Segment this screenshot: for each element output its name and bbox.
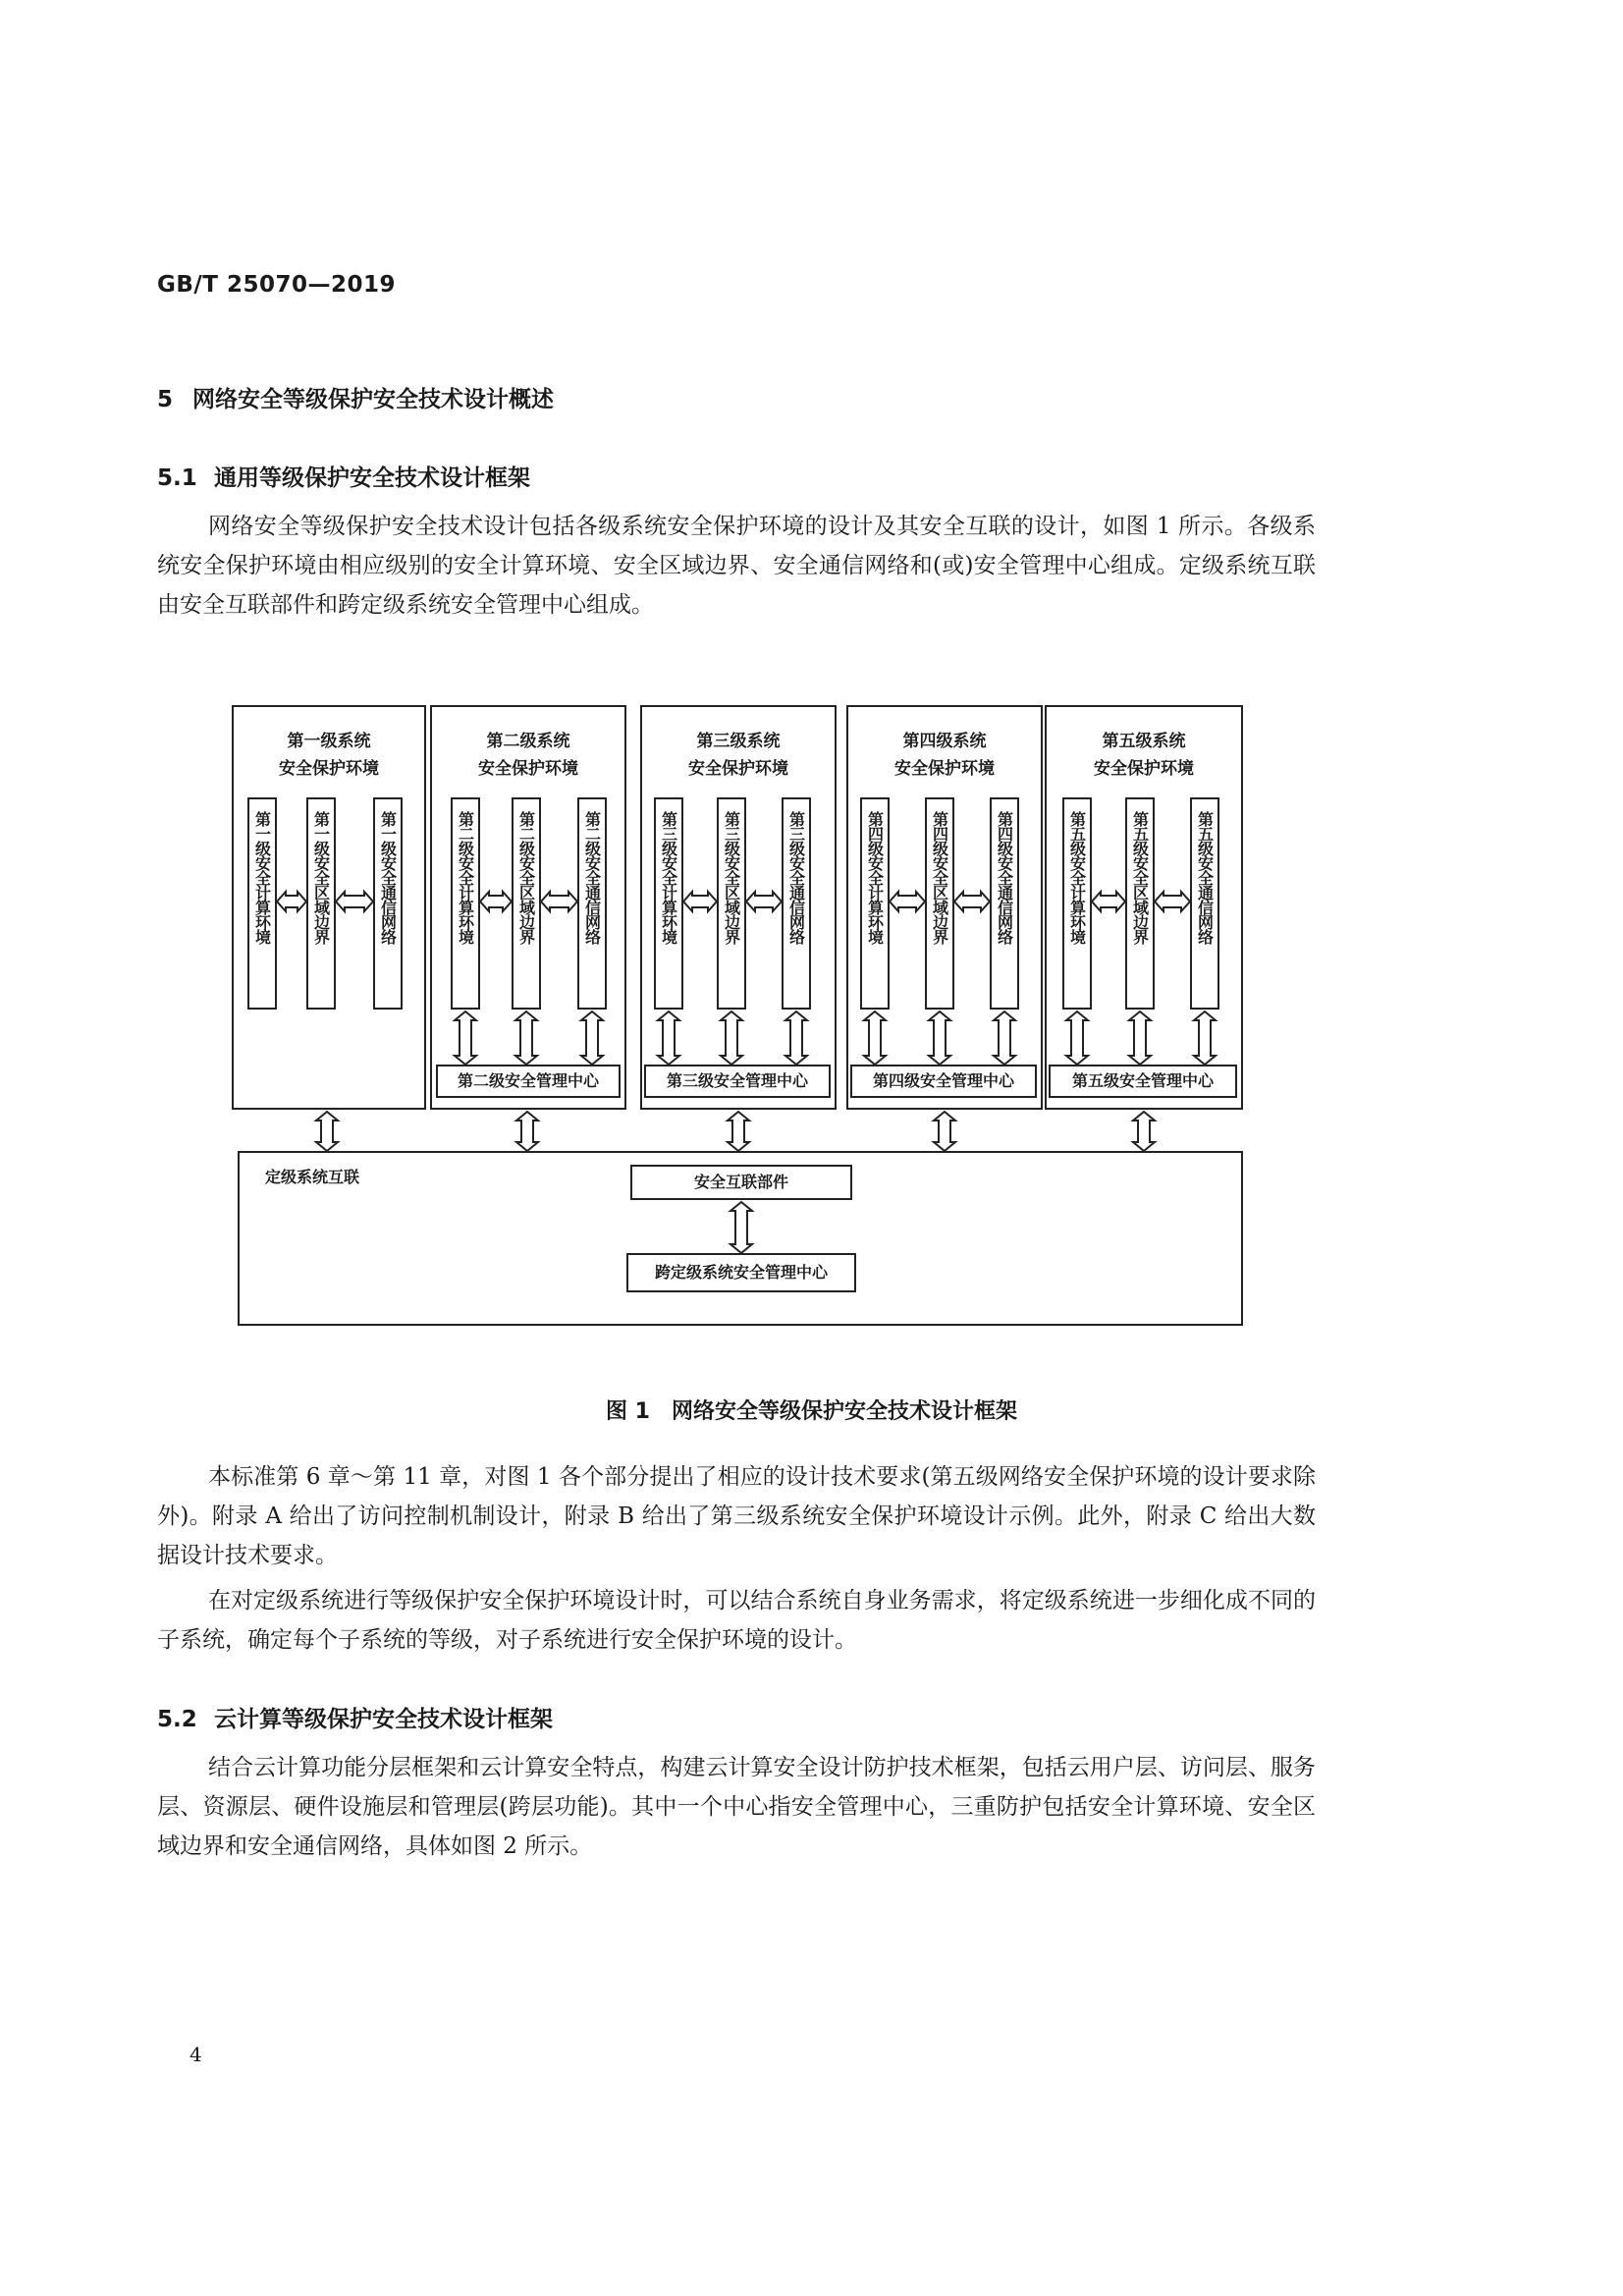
system-3-mgmt-center: 第三级安全管理中心 <box>644 1065 831 1098</box>
mgmt-arrow-s5-c1 <box>1066 1011 1088 1065</box>
system-4-comm-network-label: 第四级安全通信网络 <box>995 811 1014 944</box>
mgmt-arrow-s4-c3 <box>994 1011 1015 1065</box>
horizontal-arrow-7 <box>890 892 925 911</box>
section-5-1-title: 通用等级保护安全技术设计框架 <box>214 465 530 491</box>
system-1-region-boundary-label: 第一级安全区域边界 <box>311 811 331 944</box>
after-figure-paragraph-2: 在对定级系统进行等级保护安全保护环境设计时，可以结合系统自身业务需求，将定级系统进一步细化成不同的子系统，确定每个子系统的等级，对子系统进行安全保护环境的设计。 <box>157 1588 1316 1653</box>
mgmt-arrow-s2-c2 <box>515 1011 537 1065</box>
interconnect-arrow-1 <box>316 1112 338 1151</box>
security-interconnect-component: 安全互联部件 <box>630 1165 852 1200</box>
mgmt-arrow-s3-c1 <box>658 1011 679 1065</box>
section-5-1-number: 5.1 <box>157 465 197 491</box>
system-5-compute-env-label: 第五级安全计算环境 <box>1067 811 1087 944</box>
system-3-subtitle: 安全保护环境 <box>688 759 788 779</box>
system-2-mgmt-center: 第二级安全管理中心 <box>436 1065 621 1098</box>
system-2-compute-env-label: 第二级安全计算环境 <box>456 811 475 944</box>
system-2-title: 第二级系统 <box>486 732 570 751</box>
system-3-comm-network-label: 第三级安全通信网络 <box>786 811 806 944</box>
system-2-comm-network-label: 第二级安全通信网络 <box>582 811 602 944</box>
system-5-mgmt-center: 第五级安全管理中心 <box>1049 1065 1237 1098</box>
section-5-2-title: 云计算等级保护安全技术设计框架 <box>214 1707 553 1732</box>
section-5-2-paragraph: 结合云计算功能分层框架和云计算安全特点，构建云计算安全设计防护技术框架，包括云用户层、访问层、服务层、资源层、硬件设施层和管理层(跨层功能)。其中一个中心指安全管理中心，三重防护包括安全计算环境、安全区域边界和安全通信网络，具体如图 2 所示。 <box>157 1755 1316 1859</box>
system-3-title: 第三级系统 <box>696 732 781 751</box>
system-3-region-boundary-label: 第三级安全区域边界 <box>722 811 741 944</box>
horizontal-arrow-3 <box>480 892 512 911</box>
mgmt-arrow-s4-c1 <box>864 1011 886 1065</box>
section-5-1-paragraph: 网络安全等级保护安全技术设计包括各级系统安全保护环境的设计及其安全互联的设计，如图 1 所示。各级系统安全保护环境由相应级别的安全计算环境、安全区域边界、安全通信网络和(或)安全管理中心组成。定级系统互联由安全互联部件和跨定级系统安全管理中心组成。 <box>157 514 1316 618</box>
mgmt-arrow-s4-c2 <box>929 1011 950 1065</box>
interconnect-arrow-2 <box>516 1112 538 1151</box>
system-4-title: 第四级系统 <box>902 732 987 751</box>
figure-1-caption: 图 1 网络安全等级保护安全技术设计框架 <box>606 1399 1017 1424</box>
standard-code: GB/T 25070—2019 <box>157 272 397 298</box>
system-1-compute-env-label: 第一级安全计算环境 <box>252 811 272 944</box>
horizontal-arrow-6 <box>746 892 782 911</box>
component-to-mgmt-arrow <box>730 1202 752 1253</box>
mgmt-arrow-s2-c1 <box>455 1011 476 1065</box>
horizontal-arrow-9 <box>1092 892 1125 911</box>
interconnect-arrow-5 <box>1133 1112 1155 1151</box>
system-4-subtitle: 安全保护环境 <box>894 759 995 779</box>
system-5-subtitle: 安全保护环境 <box>1094 759 1194 779</box>
section-5-2-number: 5.2 <box>157 1707 197 1732</box>
horizontal-arrow-10 <box>1155 892 1190 911</box>
mgmt-arrow-s5-c3 <box>1194 1011 1216 1065</box>
system-2-region-boundary-label: 第二级安全区域边界 <box>516 811 536 944</box>
after-figure-paragraph-1: 本标准第 6 章～第 11 章，对图 1 各个部分提出了相应的设计技术要求(第五级网络安全保护环境的设计要求除外)。附录 A 给出了访问控制机制设计，附录 B 给出了第三级系统安全保护环境设计示例。此外，附录 C 给出大数据设计技术要求。 <box>157 1464 1316 1568</box>
mgmt-arrow-s3-c2 <box>721 1011 742 1065</box>
section-5-2-heading <box>157 1701 553 1733</box>
system-1-comm-network-label: 第一级安全通信网络 <box>378 811 398 944</box>
system-1-subtitle: 安全保护环境 <box>279 759 379 779</box>
section-5-number: 5 <box>157 387 174 412</box>
system-4-compute-env-label: 第四级安全计算环境 <box>865 811 885 944</box>
system-4-region-boundary-label: 第四级安全区域边界 <box>930 811 949 944</box>
cross-level-mgmt-center: 跨定级系统安全管理中心 <box>626 1253 856 1292</box>
system-5-region-boundary-label: 第五级安全区域边界 <box>1130 811 1150 944</box>
system-2-subtitle: 安全保护环境 <box>478 759 578 779</box>
system-4-mgmt-center: 第四级安全管理中心 <box>850 1065 1037 1098</box>
system-3-compute-env-label: 第三级安全计算环境 <box>659 811 678 944</box>
interconnect-label: 定级系统互联 <box>265 1168 360 1186</box>
mgmt-arrow-s2-c3 <box>581 1011 603 1065</box>
horizontal-arrow-4 <box>541 892 577 911</box>
horizontal-arrow-1 <box>277 892 306 911</box>
horizontal-arrow-8 <box>954 892 990 911</box>
system-5-comm-network-label: 第五级安全通信网络 <box>1195 811 1215 944</box>
interconnect-arrow-3 <box>728 1112 749 1151</box>
page-number: 4 <box>189 2043 202 2066</box>
horizontal-arrow-2 <box>336 892 373 911</box>
section-5-title: 网络安全等级保护安全技术设计概述 <box>192 387 554 412</box>
system-5-title: 第五级系统 <box>1102 732 1186 751</box>
system-1-title: 第一级系统 <box>287 732 371 751</box>
horizontal-arrow-5 <box>683 892 717 911</box>
mgmt-arrow-s5-c2 <box>1129 1011 1151 1065</box>
interconnect-arrow-4 <box>934 1112 955 1151</box>
mgmt-arrow-s3-c3 <box>785 1011 807 1065</box>
